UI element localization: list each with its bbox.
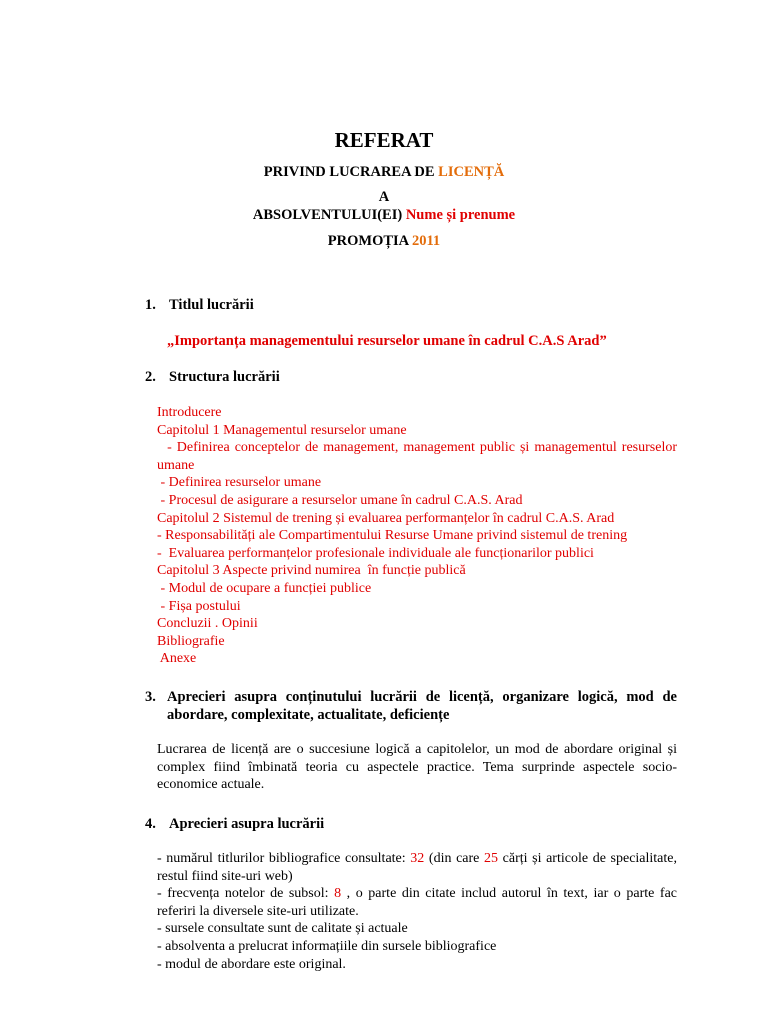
- structure-item: - Fișa postului: [157, 598, 241, 614]
- footnotes-count: 8: [334, 886, 342, 902]
- structure-item: Bibliografie: [157, 633, 225, 649]
- structure-item: - Modul de ocupare a funcției publice: [157, 580, 372, 596]
- section-1-heading: 1. Titlul lucrării: [145, 297, 254, 313]
- approach-line: - modul de abordare este original.: [157, 956, 346, 972]
- books-count: 25: [484, 851, 499, 866]
- structure-item: Capitolul 2 Sistemul de trening și evaluarea performanțelor în cadrul C.A.S. Arad: [157, 510, 615, 526]
- footnotes-line: - frecvența notelor de subsol: 8 , o parte din citate includ autorul în text, iar o parte fac referiri la diversele site-uri utilizate.: [157, 886, 678, 919]
- total-titles-count: 32: [410, 851, 425, 866]
- structure-item: Capitolul 1 Managementul resurselor umane: [157, 422, 407, 438]
- structure-item: - Evaluarea performanțelor profesionale individuale ale funcționarilor publici: [157, 545, 594, 561]
- section-4-body: [157, 850, 677, 973]
- structure-list: [157, 404, 681, 668]
- structure-item: Anexe: [157, 651, 197, 667]
- bibliography-count-line: - numărul titlurilor bibliografice consultate: 32 (din care 25 cărți și articole de specialitate, restul fiind site-uri web): [157, 851, 677, 884]
- section-3-heading: 3. Aprecieri asupra conținutului lucrării de licență, organizare logică, mod de abordare, complexitate, actualitate, deficiențe: [145, 689, 677, 723]
- document-title: REFERAT: [334, 128, 434, 152]
- structure-item: Introducere: [157, 405, 222, 420]
- section-4-heading: 4. Aprecieri asupra lucrării: [145, 816, 325, 832]
- section-3-body: Lucrarea de licență are o succesiune logică a capitolelor, un mod de abordare original și complex fiind îmbinată teoria cu aspectele practice. Tema surprinde aspectele socio-economice actuale.: [157, 742, 677, 793]
- thesis-title: „Importanța managementului resurselor umane în cadrul C.A.S Arad”: [167, 333, 607, 349]
- sources-quality-line: - sursele consultate sunt de calitate și actuale: [157, 921, 408, 937]
- structure-item: - Definirea resurselor umane: [157, 475, 322, 491]
- subtitle-line-1: PRIVIND LUCRAREA DE LICENȚĂ: [263, 164, 505, 180]
- year-highlight: 2011: [411, 233, 441, 249]
- structure-item: - Procesul de asigurare a resurselor umane în cadrul C.A.S. Arad: [157, 492, 523, 508]
- subtitle-line-3: ABSOLVENTULUI(EI) Nume și prenume: [252, 207, 516, 223]
- student-name-placeholder: Nume și prenume: [405, 207, 516, 223]
- structure-item: Capitolul 3 Aspecte privind numirea în funcție publică: [157, 563, 466, 579]
- subtitle-line-4: PROMOȚIA 2011: [327, 233, 441, 249]
- info-processing-line: - absolventa a prelucrat informațiile din sursele bibliografice: [157, 938, 497, 954]
- structure-item: - Definirea conceptelor de management, management public și managementul resurselor umane: [157, 440, 681, 473]
- structure-item: Concluzii . Opinii: [157, 616, 258, 632]
- license-highlight: LICENȚĂ: [438, 164, 505, 180]
- section-2-heading: 2. Structura lucrării: [145, 369, 280, 385]
- structure-item: - Responsabilități ale Compartimentului Resurse Umane privind sistemul de trening: [157, 528, 628, 544]
- subtitle-line-2: A: [378, 189, 390, 205]
